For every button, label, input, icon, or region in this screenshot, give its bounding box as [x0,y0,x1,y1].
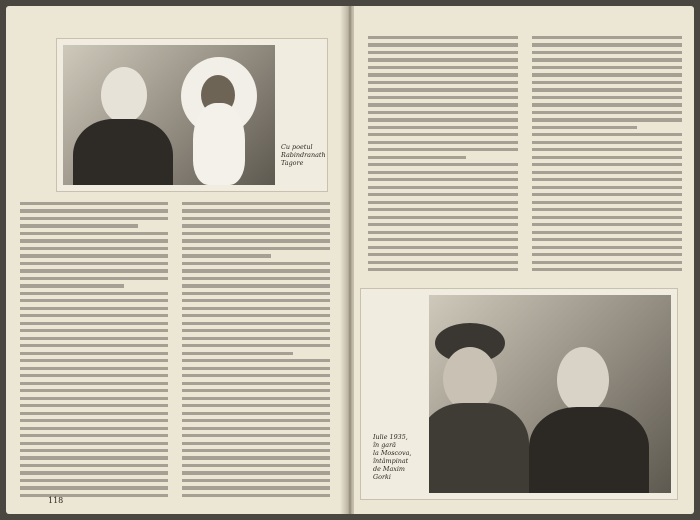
text-line [368,268,518,271]
text-line [368,238,518,241]
text-line [182,202,330,205]
text-line [182,262,330,265]
text-line [20,352,168,355]
text-line [20,284,124,287]
text-line [182,464,330,467]
text-line [368,223,518,226]
text-line [532,111,682,114]
text-line [368,171,518,174]
text-line [20,322,168,325]
text-line [182,382,330,385]
text-line [368,186,518,189]
text-line [368,111,518,114]
text-line [20,486,168,489]
text-line [20,404,168,407]
text-line [368,156,466,159]
text-line [20,202,168,205]
text-line [368,216,518,219]
text-line [182,374,330,377]
text-line [20,314,168,317]
text-line [532,96,682,99]
text-line [182,419,330,422]
text-line [20,292,168,295]
text-line [20,389,168,392]
text-line [368,58,518,61]
text-line [368,118,518,121]
text-line [20,209,168,212]
text-line [532,261,682,264]
text-line [20,254,168,257]
text-line [182,352,293,355]
text-line [182,217,330,220]
text-line [182,449,330,452]
text-line [20,344,168,347]
text-line [368,66,518,69]
text-line [532,171,682,174]
text-line [182,486,330,489]
text-line [20,269,168,272]
text-line [368,246,518,249]
text-line [532,126,637,129]
text-line [368,88,518,91]
text-line [182,471,330,474]
text-line [532,103,682,106]
text-line [182,359,330,362]
text-line [532,43,682,46]
right-page [354,6,694,514]
text-line [368,148,518,151]
text-line [20,224,138,227]
text-line [20,232,168,235]
right-column-1 [368,36,518,276]
text-line [182,224,330,227]
text-line [20,449,168,452]
text-line [532,208,682,211]
text-line [182,269,330,272]
figure-rolland-body [529,407,649,493]
left-column-1 [20,202,168,501]
text-line [368,193,518,196]
left-column-2 [182,202,330,501]
text-line [182,307,330,310]
text-line [532,73,682,76]
text-line [532,253,682,256]
text-line [532,231,682,234]
text-line [20,412,168,415]
text-line [20,337,168,340]
text-line [20,397,168,400]
text-line [532,133,682,136]
figure-rolland-face [557,347,609,413]
photo-caption: Cu poetul Rabindranath Tagore [281,143,326,167]
text-line [182,232,330,235]
text-line [532,66,682,69]
text-line [532,163,682,166]
text-line [182,277,330,280]
text-line [182,247,330,250]
text-line [20,359,168,362]
text-line [20,217,168,220]
figure-gorki-face [443,347,497,411]
text-line [20,471,168,474]
photo-image [63,45,275,185]
text-line [20,367,168,370]
text-line [532,81,682,84]
figure-rolland [101,67,147,123]
text-line [532,201,682,204]
text-line [532,36,682,39]
text-line [20,464,168,467]
text-line [20,329,168,332]
text-line [182,442,330,445]
text-line [368,133,518,136]
text-line [368,43,518,46]
photo-image [429,295,671,493]
text-line [532,178,682,181]
text-line [182,434,330,437]
text-line [182,209,330,212]
text-line [182,479,330,482]
text-line [20,382,168,385]
text-line [532,156,682,159]
text-line [182,284,330,287]
text-line [182,404,330,407]
text-line [20,277,168,280]
text-line [182,412,330,415]
text-line [532,238,682,241]
text-line [368,163,518,166]
text-line [532,246,682,249]
figure-tagore-beard [193,103,245,185]
text-line [20,239,168,242]
text-line [182,329,330,332]
text-line [20,299,168,302]
text-line [532,216,682,219]
text-line [532,223,682,226]
text-line [20,494,168,497]
text-line [20,442,168,445]
text-line [182,397,330,400]
text-line [20,456,168,459]
text-line [368,178,518,181]
text-line [20,247,168,250]
text-line [368,208,518,211]
rolland-gorki-photo [360,288,678,500]
figure-gorki-body [429,403,529,493]
text-line [20,374,168,377]
text-line [20,307,168,310]
text-line [20,419,168,422]
figure-rolland-body [73,119,173,185]
right-column-2 [532,36,682,276]
text-line [368,96,518,99]
text-line [20,479,168,482]
text-line [182,456,330,459]
text-line [368,81,518,84]
text-line [368,73,518,76]
text-line [532,186,682,189]
text-line [182,314,330,317]
text-line [532,268,682,271]
text-line [532,58,682,61]
text-line [182,322,330,325]
text-line [368,261,518,264]
text-line [182,254,271,257]
rolland-tagore-photo [56,38,328,192]
text-line [532,141,682,144]
text-line [182,367,330,370]
text-line [532,193,682,196]
text-line [532,88,682,91]
text-line [368,126,518,129]
text-line [20,427,168,430]
text-line [182,389,330,392]
text-line [368,36,518,39]
text-line [182,344,330,347]
photo-caption: Iulie 1935, în gară la Moscova, întâmpinat de Maxim Gorki [373,433,412,481]
text-line [182,337,330,340]
text-line [182,239,330,242]
page-number: 118 [48,496,64,505]
text-line [532,51,682,54]
left-page [6,6,346,514]
text-line [20,434,168,437]
text-line [532,118,682,121]
text-line [368,103,518,106]
text-line [532,148,682,151]
text-line [368,253,518,256]
text-line [368,141,518,144]
text-line [20,262,168,265]
text-line [182,299,330,302]
text-line [368,231,518,234]
text-line [182,427,330,430]
text-line [182,494,330,497]
text-line [368,201,518,204]
text-line [182,292,330,295]
text-line [368,51,518,54]
